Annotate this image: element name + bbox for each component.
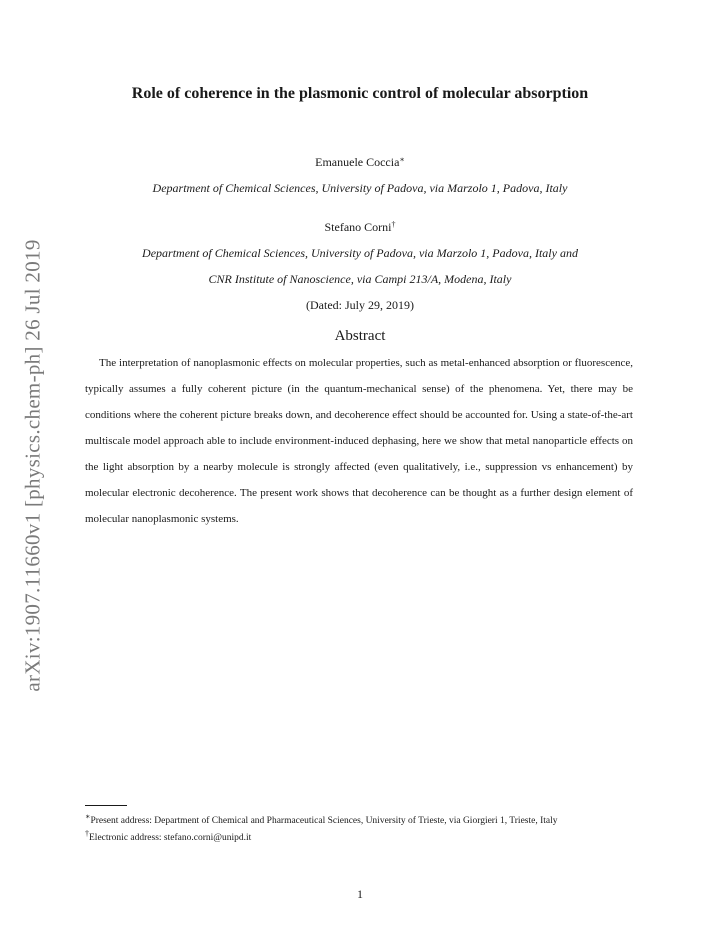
footnote-divider — [85, 805, 127, 806]
author-2-footnote-mark: † — [391, 220, 396, 229]
footnote-2-text: Electronic address: stefano.corni@unipd.it — [89, 833, 252, 843]
paper-title: Role of coherence in the plasmonic control of molecular absorption — [131, 85, 589, 102]
author-2-name: Stefano Corni — [324, 220, 392, 234]
arxiv-identifier-text: arXiv:1907.11660v1 [physics.chem-ph] 26 Jul 2019 — [20, 238, 45, 692]
footnote-2-mark: † — [85, 829, 89, 838]
author-1-affiliation: Department of Chemical Sciences, University of Padova, via Marzolo 1, Padova, Italy — [152, 181, 568, 195]
page-number: 1 — [357, 887, 363, 901]
abstract-heading: Abstract — [334, 328, 386, 344]
footnote-1-mark: ∗ — [85, 812, 91, 821]
footnote-1-text: Present address: Department of Chemical and Pharmaceutical Sciences, University of Trieste, via Giorgieri 1, Trieste, Italy — [90, 816, 558, 826]
author-2 — [60, 219, 660, 235]
footnotes — [85, 809, 633, 851]
author-1 — [60, 154, 660, 170]
author-2-affiliation-line-1: Department of Chemical Sciences, University of Padova, via Marzolo 1, Padova, Italy and — [142, 246, 578, 260]
arxiv-identifier-stamp — [18, 210, 48, 720]
author-1-footnote-mark: ∗ — [399, 155, 405, 164]
dated-line: (Dated: July 29, 2019) — [306, 298, 414, 312]
author-1-name: Emanuele Coccia — [315, 155, 400, 169]
abstract-text: The interpretation of nanoplasmonic effects on molecular properties, such as metal-enhanced absorption or fluorescence, typically assumes a fully coherent picture (in the quantum-mechanical sense) of the phenomena. Yet, there may be conditions where the coherent picture breaks down, and decoherence effect should be accounted for. Using a state-of-the-art multiscale model approach able to include environment-induced dephasing, here we show that metal nanoparticle effects on the light absorption by a nearby molecule is strongly affected (even qualitatively, i.e., suppression vs enhancement) by molecular electronic decoherence. The present work shows that decoherence can be thought as a further design element of molecular nanoplasmonic systems. — [85, 357, 633, 525]
author-2-affiliation-line-2: CNR Institute of Nanoscience, via Campi 213/A, Modena, Italy — [208, 272, 512, 286]
